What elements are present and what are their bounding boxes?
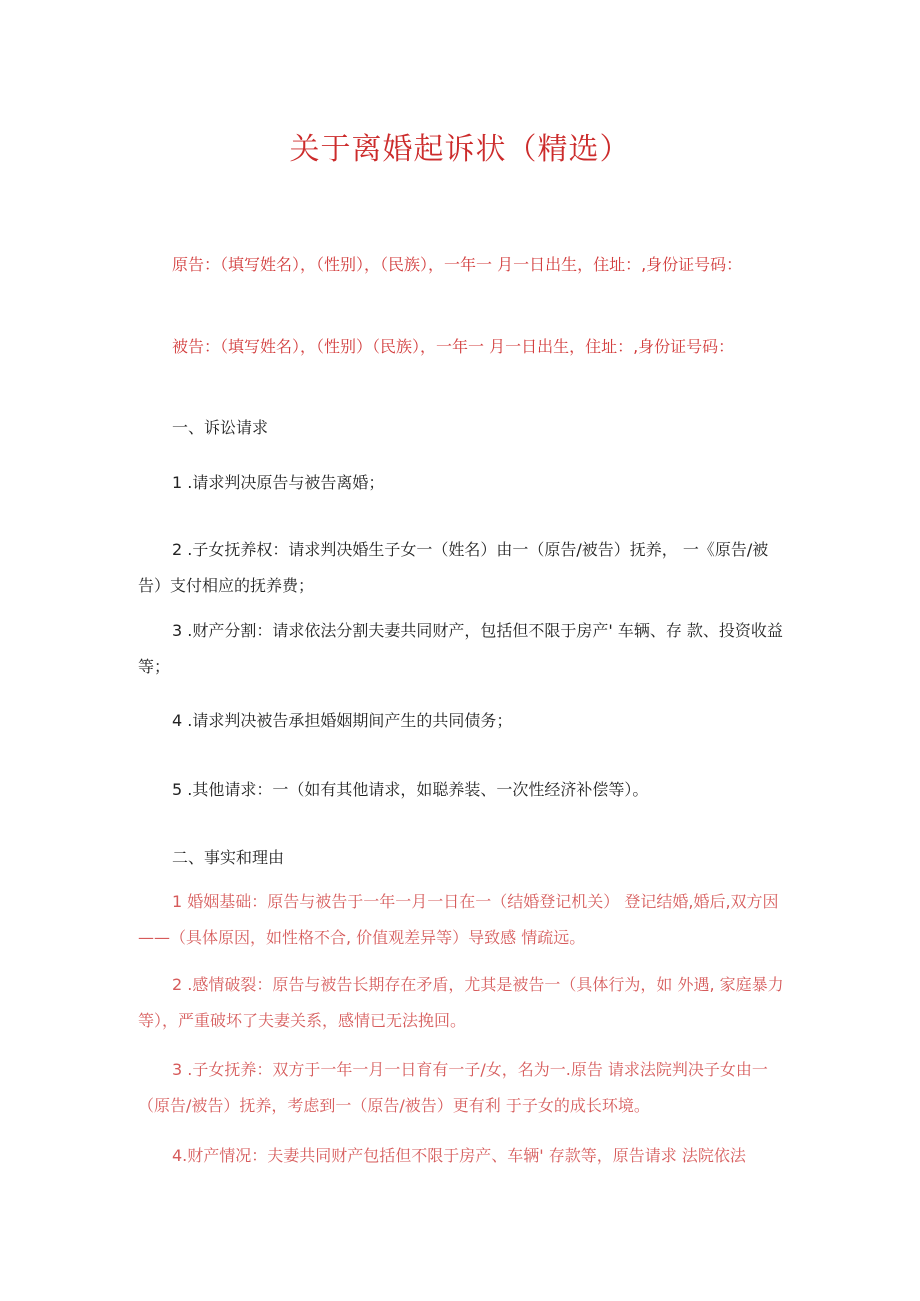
claim-item: 3 .财产分割：请求依法分割夫妻共同财产，包括但不限于房产' 车辆、存 款、投资收益等； bbox=[138, 621, 783, 676]
section-heading-claims: 一、诉讼请求 bbox=[172, 418, 269, 437]
document-title: 关于离婚起诉状（精选） bbox=[289, 132, 631, 167]
fact-item: 3 .子女抚养：双方于一年一月一日育有一子/女，名为一.原告 请求法院判决子女由一（原告/被告）抚养，考虑到一（原告/被告）更有利 于子女的成长环境。 bbox=[138, 1060, 768, 1115]
defendant-info: 被告：（填写姓名），（性别）（民族），一年一 月一日出生，住址：,身份证号码： bbox=[172, 337, 735, 356]
claim-item: 4 .请求判决被告承担婚姻期间产生的共同债务； bbox=[172, 711, 513, 730]
fact-item: 1 婚姻基础：原告与被告于一年一月一日在一（结婚登记机关） 登记结婚,婚后,双方因——（具体原因，如性格不合, 价值观差异等）导致感 情疏远。 bbox=[138, 892, 779, 947]
fact-item: 2 .感情破裂：原告与被告长期存在矛盾，尤其是被告一（具体行为，如 外遇, 家庭暴力等），严重破坏了夫妻关系，感情已无法挽回。 bbox=[138, 975, 784, 1030]
claim-item: 5 .其他请求：一（如有其他请求，如聪养装、一次性经济补偿等）。 bbox=[172, 780, 649, 799]
fact-item: 4.财产情况：夫妻共同财产包括但不限于房产、车辆' 存款等，原告请求 法院依法 bbox=[172, 1146, 746, 1165]
claim-item: 1 .请求判决原告与被告离婚； bbox=[172, 473, 385, 492]
plaintiff-info: 原告：（填写姓名），（性别），（民族），一年一 月一日出生，住址：,身份证号码： bbox=[172, 255, 743, 274]
section-heading-facts: 二、事实和理由 bbox=[172, 848, 285, 867]
claim-item: 2 .子女抚养权：请求判决婚生子女一（姓名）由一（原告/被告）抚养， 一《原告/被告）支付相应的抚养费； bbox=[138, 540, 769, 595]
